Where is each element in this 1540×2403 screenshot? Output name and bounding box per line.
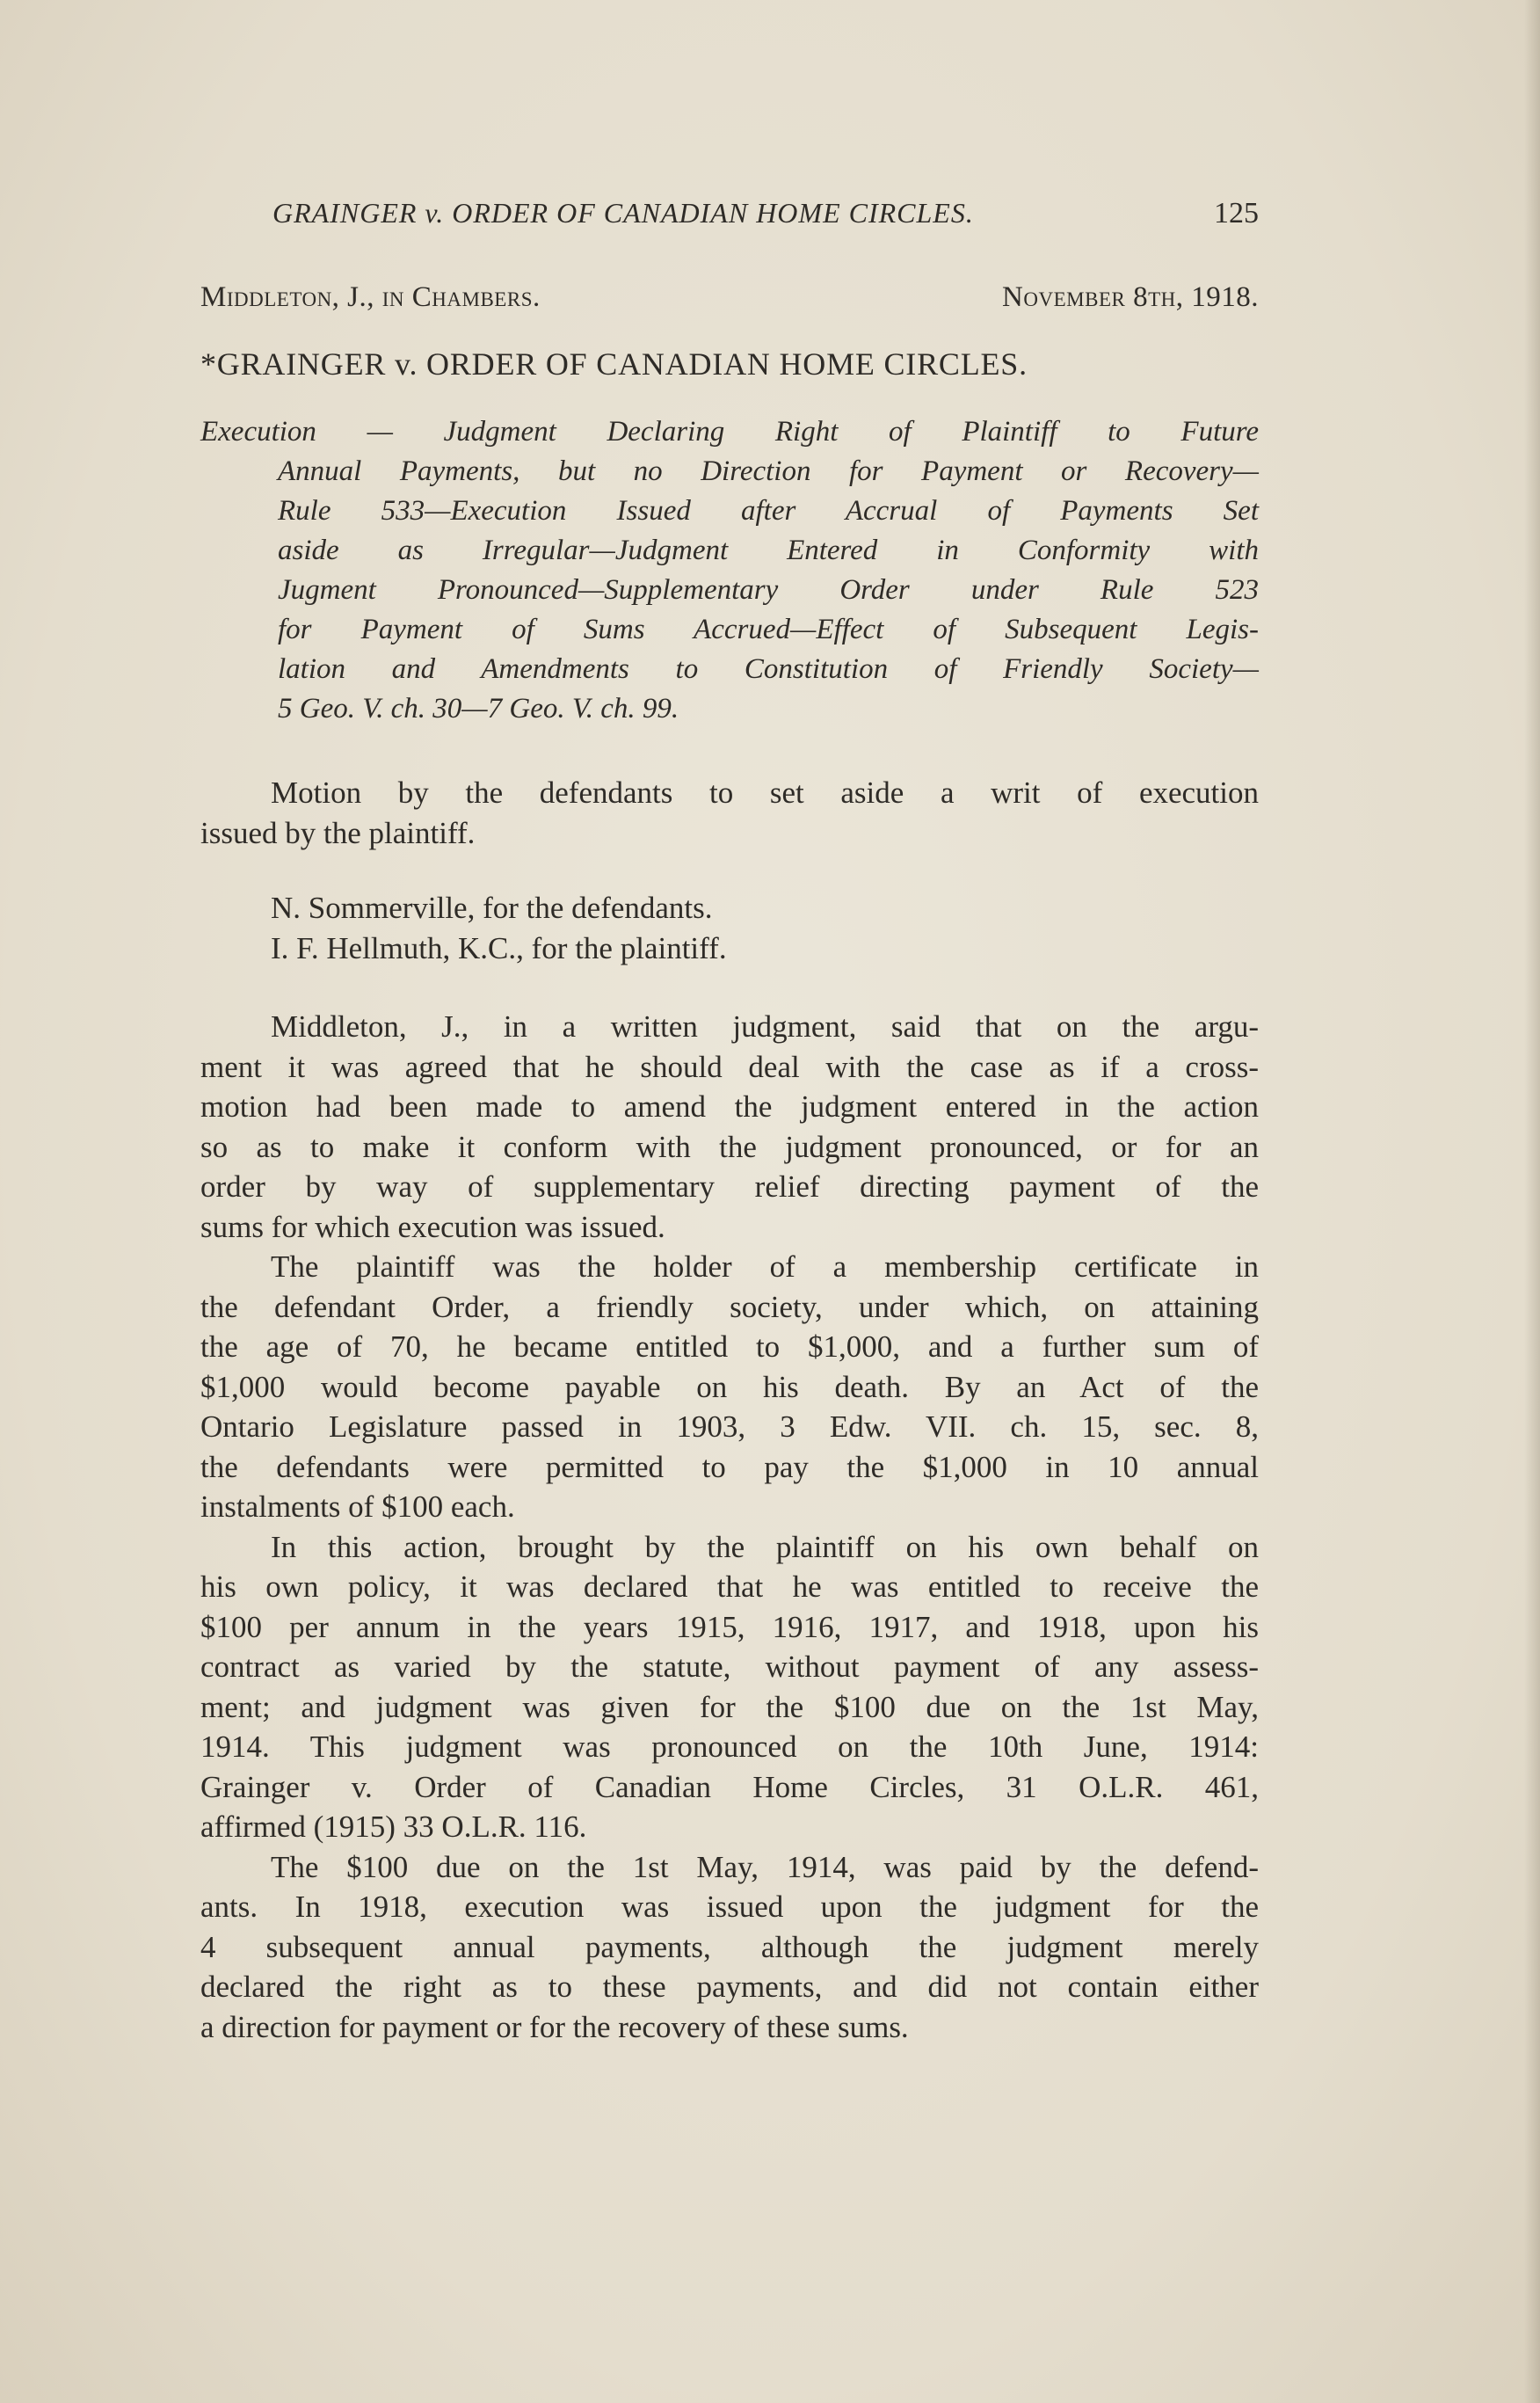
judgment-line: the defendants were permitted to pay the $1,000 in 10 annual [200, 1449, 1259, 1484]
judgment-line: affirmed (1915) 33 O.L.R. 116. [200, 1810, 587, 1844]
judgment-line: ment; and judgment was given for the $100 due on the 1st May, [200, 1689, 1259, 1724]
judgment-line: a direction for payment or for the recovery of these sums. [200, 2009, 909, 2044]
judge-line: Middleton, J., in Chambers. [200, 281, 541, 313]
judgment-line: In this action, brought by the plaintiff on his own behalf on [271, 1529, 1259, 1564]
judgment-line: ants. In 1918, execution was issued upon the judgment for the [200, 1890, 1259, 1924]
judgment-line: the age of 70, he became entitled to $1,000, and a further sum of [200, 1329, 1259, 1364]
judgment-line: 1914. This judgment was pronounced on the 10th June, 1914: [200, 1729, 1259, 1764]
judgment-line: Middleton, J., in a written judgment, said that on the argu- [271, 1009, 1259, 1044]
judgment-line: $100 per annum in the years 1915, 1916, 1917, and 1918, upon his [200, 1609, 1259, 1644]
headnote-line: aside as Irregular—Judgment Entered in Conformity with [278, 535, 1259, 566]
judgment-line: Ontario Legislature passed in 1903, 3 Edw. VII. ch. 15, sec. 8, [200, 1409, 1259, 1444]
page-text-column [200, 193, 1259, 2047]
headnote-line: Rule 533—Execution Issued after Accrual of Payments Set [278, 495, 1259, 527]
court-line [200, 278, 1259, 318]
running-head-title: GRAINGER v. ORDER OF CANADIAN HOME CIRCLES. [272, 197, 974, 229]
headnote-line: 5 Geo. V. ch. 30—7 Geo. V. ch. 99. [278, 693, 679, 725]
judgment-line: motion had been made to amend the judgment entered in the action [200, 1089, 1259, 1124]
counsel-defendants: N. Sommerville, for the defendants. [271, 891, 713, 925]
motion-line: Motion by the defendants to set aside a writ of execution [271, 776, 1259, 810]
judgment-line: declared the right as to these payments, and did not contain either [200, 1970, 1259, 2004]
motion-line: issued by the plaintiff. [200, 815, 476, 850]
judgment-line: his own policy, it was declared that he was entitled to receive the [200, 1569, 1259, 1604]
running-head [272, 193, 1259, 234]
judgment-line: ment it was agreed that he should deal with the case as if a cross- [200, 1049, 1259, 1084]
judgment-paragraph-1 [200, 1007, 1259, 1247]
decision-date: November 8th, 1918. [1002, 281, 1259, 313]
judgment-line: The plaintiff was the holder of a membership certificate in [271, 1249, 1259, 1284]
judgment-line: so as to make it conform with the judgment pronounced, or for an [200, 1129, 1259, 1164]
page-number: 125 [1214, 197, 1259, 229]
judgment-line: The $100 due on the 1st May, 1914, was paid by the defend- [271, 1849, 1259, 1884]
judgment-line: 4 subsequent annual payments, although the judgment merely [200, 1929, 1259, 1964]
page-edge-shadow [1524, 0, 1540, 2403]
headnote-line: Jugment Pronounced—Supplementary Order under Rule 523 [278, 574, 1259, 606]
judgment-paragraph-3 [200, 1527, 1259, 1847]
judgment-line: the defendant Order, a friendly society, under which, on attaining [200, 1289, 1259, 1324]
counsel-plaintiff: I. F. Hellmuth, K.C., for the plaintiff. [271, 930, 727, 965]
counsel-block [200, 888, 1259, 968]
headnote-line: for Payment of Sums Accrued—Effect of Subsequent Legis- [278, 614, 1259, 645]
judgment-line: sums for which execution was issued. [200, 1209, 665, 1244]
judgment-paragraph-4 [200, 1847, 1259, 2048]
motion-paragraph [200, 773, 1259, 853]
headnote [200, 412, 1259, 729]
judgment-line: Grainger v. Order of Canadian Home Circles, 31 O.L.R. 461, [200, 1769, 1259, 1804]
case-title: *GRAINGER v. ORDER OF CANADIAN HOME CIRCLES. [200, 346, 1028, 382]
judgment-line: $1,000 would become payable on his death. By an Act of the [200, 1369, 1259, 1404]
judgment-line: contract as varied by the statute, without payment of any assess- [200, 1649, 1259, 1684]
headnote-line: Annual Payments, but no Direction for Payment or Recovery— [278, 455, 1259, 487]
headnote-line: lation and Amendments to Constitution of Friendly Society— [278, 653, 1259, 685]
judgment-paragraph-2 [200, 1247, 1259, 1527]
judgment-line: order by way of supplementary relief directing payment of the [200, 1169, 1259, 1204]
judgment-line: instalments of $100 each. [200, 1489, 515, 1524]
headnote-line: Execution — Judgment Declaring Right of Plaintiff to Future [200, 416, 1259, 448]
